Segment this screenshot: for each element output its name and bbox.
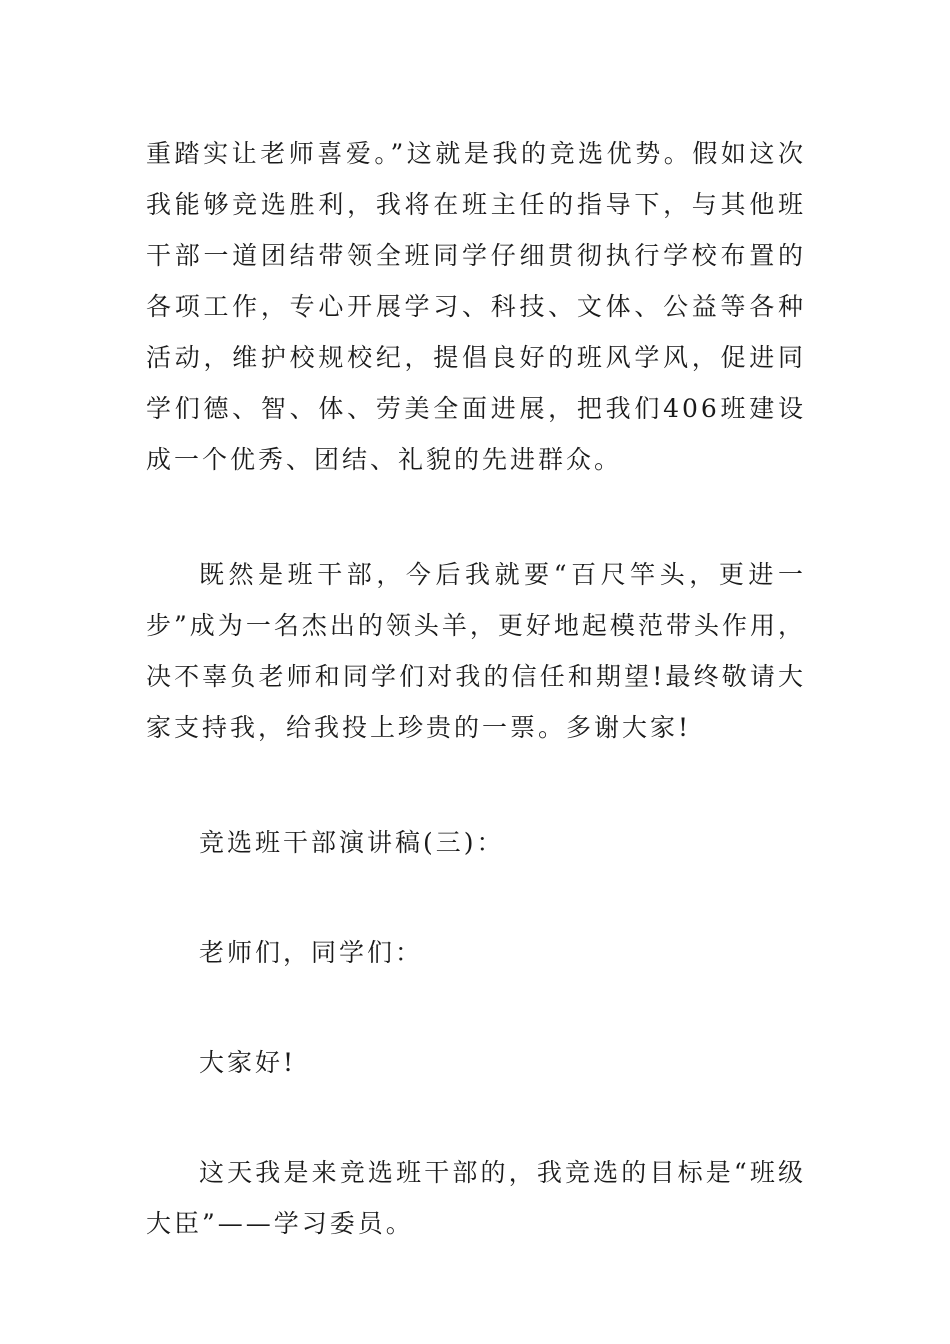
salutation: 老师们，同学们： <box>199 938 424 967</box>
speech-heading: 竞选班干部演讲稿(三)： <box>199 828 505 857</box>
greeting: 大家好! <box>199 1048 297 1077</box>
paragraph-continuation: 重踏实让老师喜爱。”这就是我的竞选优势。假如这次我能够竞选胜利，我将在班主任的指导下，与其他班干部一道团结带领全班同学仔细贯彻执行学校布置的各项工作，专心开展学习、科技、文体、公益等各种活动，维护校规校纪，提倡良好的班风学风，促进同学们德、智、体、劳美全面进展，把我们406班建设成一个优秀、团结、礼貌的先进群众。 <box>146 139 806 474</box>
paragraph-commitment: 既然是班干部，今后我就要“百尺竿头，更进一步”成为一名杰出的领头羊，更好地起模范带头作用，决不辜负老师和同学们对我的信任和期望!最终敬请大家支持我，给我投上珍贵的一票。多谢大家! <box>146 560 806 742</box>
paragraph-intro: 这天我是来竞选班干部的，我竞选的目标是“班级大臣”——学习委员。 <box>146 1158 806 1238</box>
document-page <box>146 128 806 1249</box>
